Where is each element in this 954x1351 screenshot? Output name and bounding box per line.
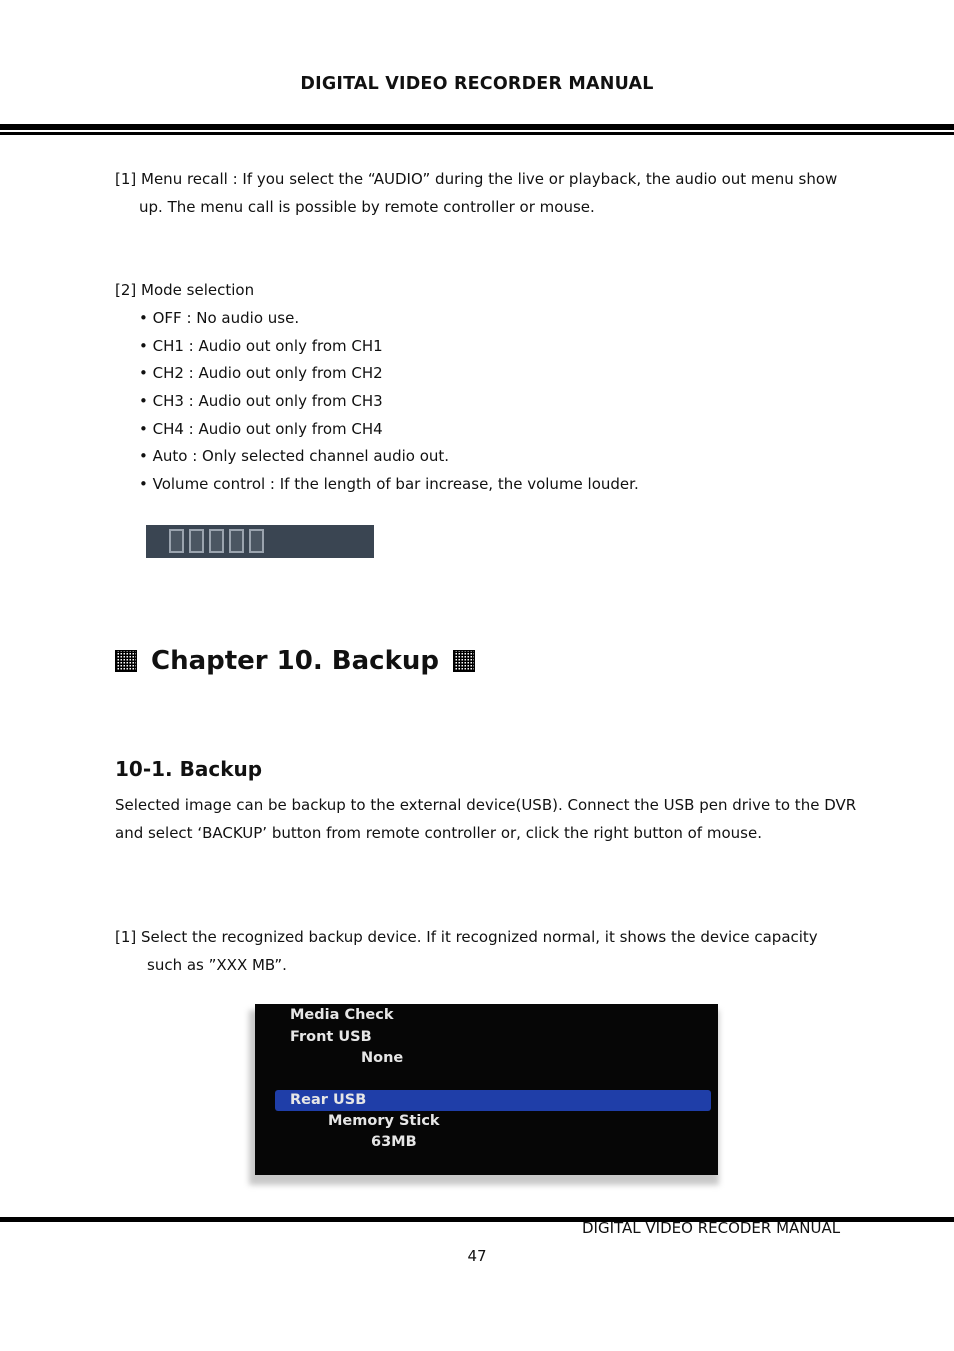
menu-recall-line2: up. The menu call is possible by remote controller or mouse.	[139, 198, 595, 216]
mode-item-ch1: • CH1 : Audio out only from CH1	[139, 337, 383, 355]
volume-segment	[249, 529, 264, 553]
mode-item-ch3: • CH3 : Audio out only from CH3	[139, 392, 383, 410]
mode-item-ch4: • CH4 : Audio out only from CH4	[139, 420, 383, 438]
header-rule-thick	[0, 124, 954, 130]
volume-segment	[229, 529, 244, 553]
front-usb-option[interactable]: Front USB	[290, 1029, 372, 1045]
page-header-title: DIGITAL VIDEO RECORDER MANUAL	[300, 74, 654, 94]
hatched-square-icon	[453, 650, 475, 672]
media-check-label: Media Check	[290, 1007, 394, 1023]
step1-line2: such as ”XXX MB”.	[147, 956, 287, 974]
volume-segment	[209, 529, 224, 553]
chapter-heading	[115, 646, 481, 676]
hatched-square-icon	[115, 650, 137, 672]
rear-usb-device: Memory Stick	[328, 1113, 440, 1129]
rear-usb-capacity: 63MB	[371, 1134, 417, 1150]
mode-item-off: • OFF : No audio use.	[139, 309, 300, 327]
step1-line1: [1] Select the recognized backup device. If it recognized normal, it shows the device capacity	[115, 928, 818, 946]
mode-item-ch2: • CH2 : Audio out only from CH2	[139, 364, 383, 382]
page-number: 47	[467, 1247, 487, 1265]
mode-item-volume: • Volume control : If the length of bar increase, the volume louder.	[139, 475, 639, 493]
front-usb-status: None	[361, 1050, 404, 1066]
volume-bar-image	[146, 525, 374, 558]
mode-selection-heading: [2] Mode selection	[115, 281, 255, 299]
volume-segment	[189, 529, 204, 553]
device-select-screen	[255, 1004, 718, 1175]
backup-intro-line1: Selected image can be backup to the external device(USB). Connect the USB pen drive to the DVR	[115, 796, 857, 814]
rear-usb-option[interactable]: Rear USB	[290, 1092, 367, 1108]
menu-recall-line1: [1] Menu recall : If you select the “AUDIO” during the live or playback, the audio out menu show	[115, 170, 838, 188]
mode-item-auto: • Auto : Only selected channel audio out.	[139, 447, 450, 465]
backup-intro-line2: and select ‘BACKUP’ button from remote controller or, click the right button of mouse.	[115, 824, 762, 842]
section-heading: 10-1. Backup	[115, 757, 263, 781]
volume-segment	[169, 529, 184, 553]
chapter-title: Chapter 10. Backup	[151, 646, 439, 676]
footer-title: DIGITAL VIDEO RECODER MANUAL	[582, 1219, 841, 1237]
header-rule-thin	[0, 132, 954, 135]
